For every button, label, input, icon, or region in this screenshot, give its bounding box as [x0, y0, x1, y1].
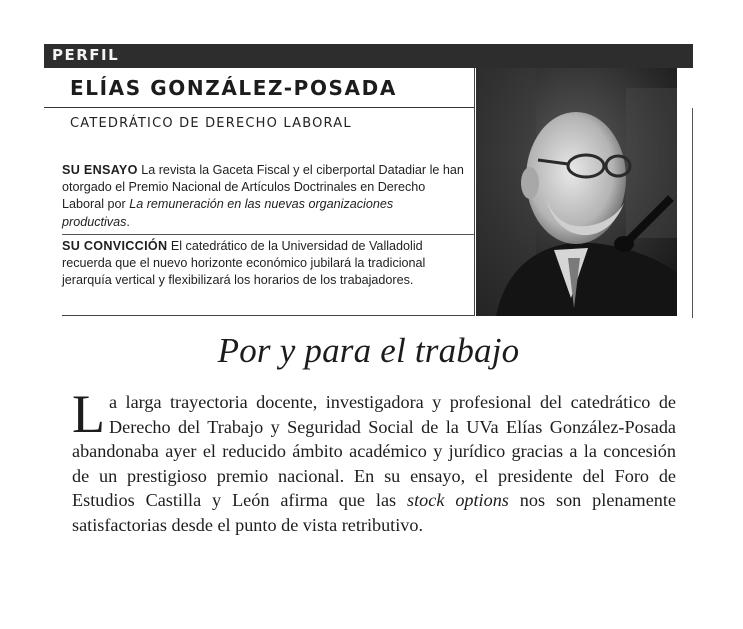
headline: Por y para el trabajo — [217, 331, 520, 370]
section-strip — [44, 44, 693, 68]
conviction-text: El catedrático de la Universidad de Valladolid recuerda que el nuevo horizonte económico jubilará la tradicional jerarquía vertical y flexibilizará los horarios de los trabajadores. — [62, 239, 426, 288]
essay-text: La revista la Gaceta Fiscal y el ciberportal Datadiar le han otorgado el Premio Nacional de Artículos Doctrinales en Derecho Laboral por — [62, 163, 464, 212]
portrait-image — [476, 68, 677, 316]
body-text-part2: nos son plenamente satisfactorias desde el punto de vista retributivo. — [72, 490, 676, 535]
essay-title: La remuneración en las nuevas organizaciones productivas — [62, 197, 394, 229]
vertical-divider — [474, 68, 475, 316]
body-italic: stock options — [407, 490, 509, 510]
profile-role: CATEDRÁTICO DE DERECHO LABORAL — [70, 116, 352, 131]
newspaper-clipping — [44, 44, 693, 564]
body-text-part1: a larga trayectoria docente, investigadora y profesional del catedrático de Derecho del Trabajo y Seguridad Social de la UVa Elías González-Posada abandonaba ayer el reducido ámbito académico y jurídico gracias a la concesión de un prestigioso premio nacional. En su ensayo, el presidente del Foro de Estudios Castilla y León afirma que las — [72, 392, 676, 510]
profile-name: ELÍAS GONZÁLEZ-POSADA — [70, 76, 397, 100]
article-body — [72, 384, 676, 537]
vertical-divider — [692, 108, 693, 318]
section-label: PERFIL — [52, 46, 120, 64]
conviction-paragraph — [62, 238, 464, 290]
divider — [62, 234, 474, 235]
conviction-lead: SU CONVICCIÓN — [62, 239, 168, 253]
divider — [44, 107, 474, 108]
essay-end: . — [126, 214, 130, 229]
profile-box — [44, 68, 474, 316]
divider — [62, 315, 474, 316]
portrait-photo — [476, 68, 677, 316]
essay-paragraph — [62, 162, 464, 231]
drop-cap: L — [72, 384, 105, 444]
essay-lead: SU ENSAYO — [62, 163, 138, 177]
